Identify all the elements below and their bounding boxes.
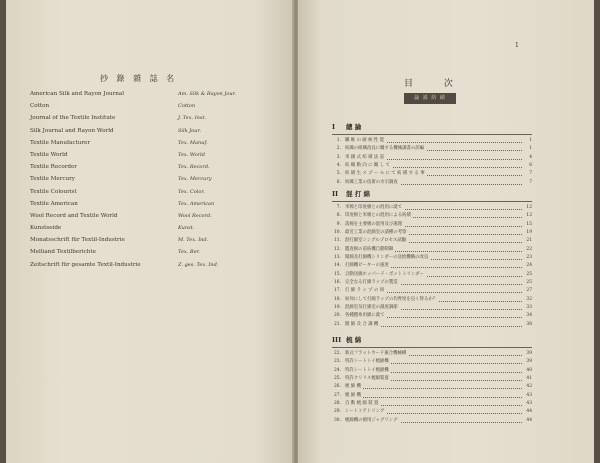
toc-section xyxy=(332,189,532,329)
journal-full-name: Zeitschrift für gesamte Textil-Industrie xyxy=(30,261,141,268)
dot-leader xyxy=(345,397,522,398)
abbreviation-row xyxy=(30,246,270,258)
toc-entry xyxy=(332,237,532,245)
journal-full-name: Melliand Textilberichte xyxy=(30,249,96,256)
toc-subtitle: 論 説 紡 績 xyxy=(404,93,456,104)
entry-page: 6 xyxy=(522,162,532,170)
dot-leader xyxy=(345,388,522,389)
entry-title: 米 國 式 紡 績 法 話 xyxy=(345,154,386,162)
entry-number: 20. xyxy=(334,313,341,319)
entry-page: 38 xyxy=(522,321,532,329)
toc-entry xyxy=(332,145,532,153)
journal-abbreviation: Cotton xyxy=(178,103,196,110)
entry-title: 紡 織 動 向 に 關 し て xyxy=(345,162,392,170)
entry-number: 17. xyxy=(334,288,341,294)
entry-number: 30. xyxy=(334,417,341,423)
toc-entry xyxy=(332,392,532,400)
toc-entry xyxy=(332,375,532,383)
entry-page: 25 xyxy=(522,271,532,279)
entry-page: 42 xyxy=(522,383,532,391)
journal-abbreviation: Tex. Color. xyxy=(178,188,205,195)
entry-title: 新式フラットカード兼合機械構 xyxy=(345,350,408,358)
entry-number: 28. xyxy=(334,401,341,407)
toc-entry xyxy=(332,321,532,329)
toc-entry xyxy=(332,262,532,270)
toc-entry xyxy=(332,408,532,416)
toc-section-title xyxy=(332,335,532,346)
entry-page: 19 xyxy=(522,229,532,237)
abbreviation-row xyxy=(30,88,270,100)
toc-entry xyxy=(332,367,532,375)
entry-title: 開 綿 及 合 調 機 xyxy=(345,321,380,329)
page-number: 1 xyxy=(515,42,519,49)
toc-entry xyxy=(332,246,532,254)
journal-abbreviation: Tex. American xyxy=(178,200,215,207)
section-name: 梳 綿 xyxy=(346,336,362,344)
entry-title: 梳 綿 機 xyxy=(345,392,363,400)
entry-page: 7 xyxy=(522,179,532,187)
entry-title: 打綿機ビーターの速度 xyxy=(345,262,391,270)
entry-title: 特許クリリス梳綿裝置 xyxy=(345,375,391,383)
entry-title: 紡織工業の技術の水引調查 xyxy=(345,179,400,187)
section-name: 混 打 綿 xyxy=(346,190,371,198)
journal-full-name: Kunstseide xyxy=(30,225,62,232)
journal-abbreviation: Silk Jour. xyxy=(178,127,201,134)
entry-page: 23 xyxy=(522,254,532,262)
journal-full-name: Textile World xyxy=(30,151,68,158)
toc-entry xyxy=(332,271,532,279)
entry-number: 12. xyxy=(334,246,341,252)
toc-section-title xyxy=(332,122,532,133)
entry-number: 24. xyxy=(334,367,341,373)
abbreviation-row xyxy=(30,222,270,234)
entry-title: 自動送綿ホッパード・ボットトリンダー xyxy=(345,271,426,279)
entry-page: 43 xyxy=(522,400,532,408)
journal-full-name: Textile Recorder xyxy=(30,164,77,171)
abbreviation-row xyxy=(30,173,270,185)
toc-entry xyxy=(332,312,532,320)
toc-entry xyxy=(332,170,532,178)
entry-title: 如何にして打綿ラップの均齊度を良く得るか？ xyxy=(345,296,439,304)
entry-title: 印度棉と米棉との混用による紡績 xyxy=(345,212,413,220)
section-numeral: II xyxy=(332,190,339,198)
section-numeral: I xyxy=(332,123,336,131)
toc-entry xyxy=(332,417,532,425)
toc-entry xyxy=(332,304,532,312)
entry-page: 21 xyxy=(522,237,532,245)
abbreviation-list-title: 抄 錄 雜 誌 名 xyxy=(100,74,178,83)
section-numeral: III xyxy=(332,336,342,344)
entry-number: 16. xyxy=(334,280,341,286)
entry-title: 纖 維 の 耐 候 性 能 xyxy=(345,137,386,145)
toc-entry xyxy=(332,179,532,187)
toc-entry xyxy=(332,154,532,162)
abbreviation-row xyxy=(30,161,270,173)
toc-section xyxy=(332,122,532,187)
entry-title: 混綿室及打綿室の濕度調節 xyxy=(345,304,400,312)
entry-title: 混打綿室シングルプロセス試驗 xyxy=(345,237,408,245)
entry-page: 7 xyxy=(522,170,532,178)
entry-number: 4. xyxy=(336,163,341,169)
entry-title: 落棉を主要棉の混用及び處理 xyxy=(345,221,404,229)
journal-abbreviation: Z. ges. Tex. Ind. xyxy=(178,261,219,268)
entry-page: 24 xyxy=(522,262,532,270)
toc-section-title xyxy=(332,189,532,200)
entry-page: 32 xyxy=(522,296,532,304)
entry-number: 1. xyxy=(336,138,341,143)
entry-number: 15. xyxy=(334,271,341,277)
entry-title: 自 動 梳 綿 裝 置 xyxy=(345,400,380,408)
journal-full-name: Textile Colourist xyxy=(30,188,77,195)
entry-page: 43 xyxy=(522,392,532,400)
entry-title: 打 綿 ラ ッ プ の 斑 xyxy=(345,287,386,295)
entry-number: 13. xyxy=(334,255,341,261)
journal-abbreviation: Kunst. xyxy=(178,225,195,232)
journal-full-name: Silk Journal and Rayon World xyxy=(30,127,114,134)
toc-entry xyxy=(332,212,532,220)
entry-number: 2. xyxy=(336,146,341,152)
toc-entry xyxy=(332,279,532,287)
entry-number: 9. xyxy=(336,221,341,227)
journal-abbreviation: Am. Silk & Rayon Jour. xyxy=(178,91,236,97)
journal-abbreviation: Tex. Mercury xyxy=(178,176,212,183)
abbreviation-row xyxy=(30,149,270,161)
entry-number: 29. xyxy=(334,409,341,415)
journal-full-name: Wool Record and Textile World xyxy=(30,212,118,219)
toc-title: 目 次 xyxy=(404,79,467,89)
entry-page: 39 xyxy=(522,358,532,366)
entry-page: 39 xyxy=(522,350,532,358)
entry-title: 鑑査棉の前紡機自動制御 xyxy=(345,246,395,254)
toc-section xyxy=(332,335,532,425)
entry-page: 44 xyxy=(522,408,532,416)
journal-abbreviation: Tex. World xyxy=(178,151,205,158)
journal-abbreviation: Tex. Ber. xyxy=(178,249,200,256)
journal-full-name: American Silk and Rayon Journal xyxy=(30,91,125,97)
entry-page: 4 xyxy=(522,154,532,162)
entry-page: 33 xyxy=(522,304,532,312)
journal-abbreviation: Tex. Manuf. xyxy=(178,139,208,146)
toc-entry xyxy=(332,221,532,229)
entry-page: 27 xyxy=(522,287,532,295)
toc-entry xyxy=(332,400,532,408)
journal-abbreviation: J. Tex. Inst. xyxy=(178,115,207,122)
journal-abbreviation: M. Tex. Ind. xyxy=(178,237,209,244)
entry-page: 44 xyxy=(522,417,532,425)
entry-number: 14. xyxy=(334,263,341,269)
toc-entry xyxy=(332,383,532,391)
entry-number: 7. xyxy=(336,205,341,210)
entry-title: 梳 綿 機 xyxy=(345,383,363,391)
section-rule xyxy=(332,134,532,135)
entry-number: 19. xyxy=(334,305,341,311)
entry-page: 34 xyxy=(522,312,532,320)
entry-title: 特許シートトイ梳綿機 xyxy=(345,358,391,366)
entry-page: 12 xyxy=(522,204,532,212)
toc-entry xyxy=(332,137,532,145)
entry-page: 25 xyxy=(522,279,532,287)
entry-number: 8. xyxy=(336,213,341,219)
journal-full-name: Textile Manufacturer xyxy=(30,139,90,146)
toc-entry xyxy=(332,254,532,262)
entry-number: 5. xyxy=(336,171,341,177)
journal-abbreviation: Tex. Record. xyxy=(178,164,210,171)
entry-title: シートトアトリング xyxy=(345,408,386,416)
toc-entry xyxy=(332,229,532,237)
section-rule xyxy=(332,201,532,202)
entry-title: 紡 績 生 ス プ ー ル に て 紡 績 す る 事 xyxy=(345,170,427,178)
abbreviation-list xyxy=(30,88,270,271)
toc-entry xyxy=(332,287,532,295)
entry-number: 23. xyxy=(334,359,341,365)
entry-title: 最近工業の混綿室の諸種の考察 xyxy=(345,229,408,237)
abbreviation-row xyxy=(30,100,270,112)
entry-page: 12 xyxy=(522,212,532,220)
entry-page: 1 xyxy=(522,137,532,145)
entry-number: 18. xyxy=(334,296,341,302)
entry-number: 3. xyxy=(336,154,341,160)
entry-number: 10. xyxy=(334,230,341,236)
entry-title: 梳綿機の撥用ジャグリング xyxy=(345,417,400,425)
journal-full-name: Journal of the Textile Institute xyxy=(30,115,116,122)
entry-page: 40 xyxy=(522,367,532,375)
toc-entry xyxy=(332,358,532,366)
entry-title: 完全なる打綿ラップの製造 xyxy=(345,279,400,287)
entry-title: 紡織の組織改良に關する機械調書の訳編 xyxy=(345,145,426,153)
toc-entry xyxy=(332,162,532,170)
entry-number: 26. xyxy=(334,384,341,390)
journal-full-name: Textile American xyxy=(30,200,78,207)
abbreviation-row xyxy=(30,259,270,271)
journal-full-name: Textile Mercury xyxy=(30,176,75,183)
abbreviation-row xyxy=(30,112,270,124)
toc-entry xyxy=(332,296,532,304)
journal-full-name: Monatsschrift für Textil-Industrie xyxy=(30,237,125,244)
entry-title: 特許シートトイ梳綿機 xyxy=(345,367,391,375)
entry-page: 1 xyxy=(522,145,532,153)
section-name: 總 論 xyxy=(346,123,362,131)
abbreviation-row xyxy=(30,210,270,222)
section-rule xyxy=(332,347,532,348)
toc-entry xyxy=(332,350,532,358)
entry-title: 各種撚糸用綿に就て xyxy=(345,312,387,320)
entry-page: 22 xyxy=(522,246,532,254)
entry-number: 6. xyxy=(336,179,341,185)
abbreviation-row xyxy=(30,125,270,137)
entry-title: 米棉と印度棉との混用に就て xyxy=(345,204,404,212)
entry-number: 11. xyxy=(334,238,341,244)
journal-full-name: Cotton xyxy=(30,103,50,110)
entry-page: 15 xyxy=(522,221,532,229)
abbreviation-row xyxy=(30,198,270,210)
entry-number: 27. xyxy=(334,392,341,398)
entry-number: 21. xyxy=(334,321,341,327)
journal-abbreviation: Wool Record. xyxy=(178,212,212,219)
entry-number: 22. xyxy=(334,351,341,356)
abbreviation-row xyxy=(30,137,270,149)
toc-entry xyxy=(332,204,532,212)
entry-page: 41 xyxy=(522,375,532,383)
entry-title: 開綿及打綿機シリンダーの送給機構の改良 xyxy=(345,254,430,262)
abbreviation-row xyxy=(30,234,270,246)
entry-number: 25. xyxy=(334,376,341,382)
abbreviation-row xyxy=(30,186,270,198)
